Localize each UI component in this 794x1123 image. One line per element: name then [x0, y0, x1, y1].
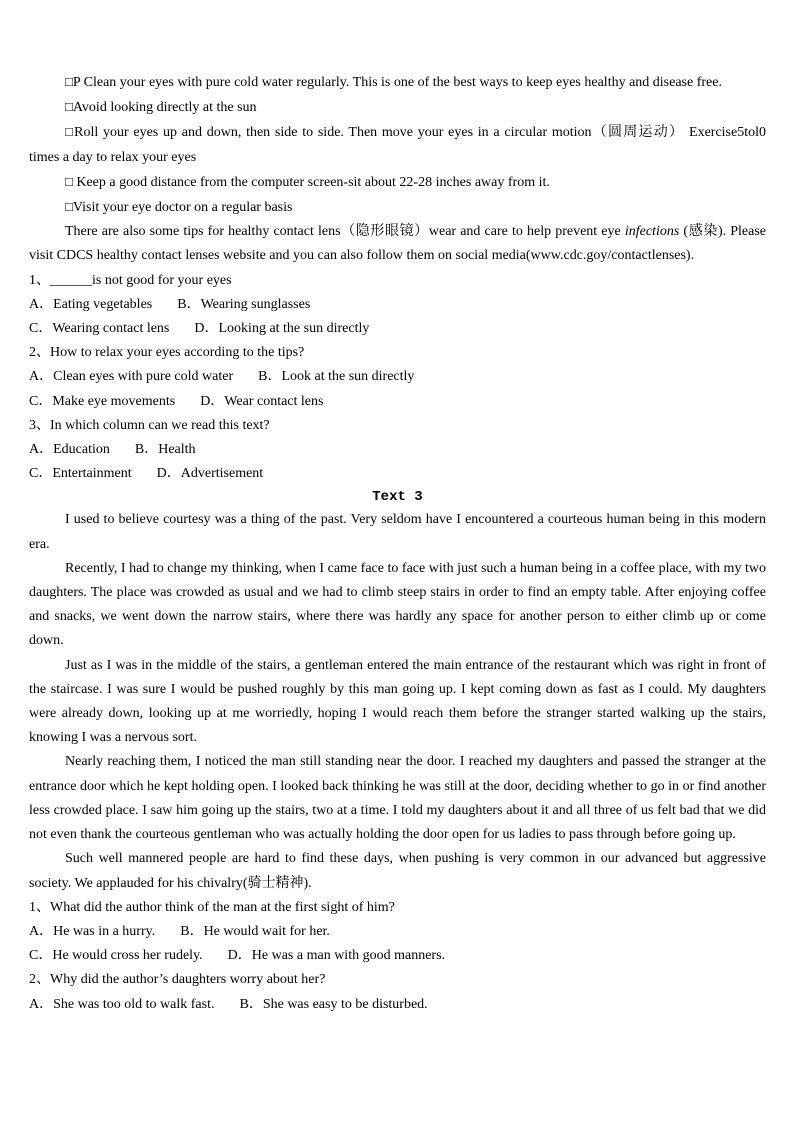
- option: B．Wearing sunglasses: [177, 296, 311, 312]
- question-number: 1、: [29, 899, 50, 915]
- eye-tip-item: [29, 170, 766, 195]
- eye-tip-text: Keep a good distance from the computer screen-sit about 22-28 inches away from it.: [72, 174, 550, 190]
- question-text: What did the author think of the man at the first sight of him?: [50, 899, 395, 915]
- text3-paragraph: Recently, I had to change my thinking, when I came face to face with just such a human being in a coffee place, with my two daughters. The place was crowded as usual and we had to climb steep stairs in order to find an empty table. After enjoying coffee and snacks, we went down the narrow stairs, where there was hardly any space for another person to either climb up or come down.: [29, 560, 766, 649]
- italic-word: infections: [624, 224, 680, 240]
- option-row: [29, 438, 766, 462]
- page-content: [29, 70, 766, 1017]
- paragraph-text: (感染). Please visit CDCS healthy contact lenses website and you can also follow them on social media(www.cdc.goy/contactlenses).: [29, 224, 766, 264]
- option: A．She was too old to walk fast.: [29, 996, 215, 1012]
- option-row: [29, 365, 766, 389]
- eye-tip-text: Roll your eyes up and down, then side to side. Then move your eyes in a circular motion（圆周运动） Exercise5tol0 times a day to relax your eyes: [29, 125, 766, 165]
- option-row: [29, 293, 766, 317]
- square-bullet-icon: □: [65, 74, 73, 89]
- question-text: ______is not good for your eyes: [50, 272, 232, 288]
- option: C．He would cross her rudely.: [29, 948, 203, 964]
- question-number: 2、: [29, 972, 50, 988]
- option: A．He was in a hurry.: [29, 923, 156, 939]
- question-text: In which column can we read this text?: [50, 417, 270, 433]
- square-bullet-icon: □: [65, 173, 73, 189]
- eye-tip-text: P Clean your eyes with pure cold water regularly. This is one of the best ways to keep eyes healthy and disease free.: [72, 75, 722, 90]
- question-number: 1、: [29, 272, 50, 288]
- eye-tip-item: [29, 70, 766, 95]
- option: A．Education: [29, 442, 110, 458]
- question-line: [29, 269, 766, 293]
- option: C．Make eye movements: [29, 393, 176, 409]
- question-line: [29, 968, 766, 992]
- option: D．Looking at the sun directly: [194, 321, 370, 337]
- question-number: 3、: [29, 417, 50, 433]
- eye-tip-item: [29, 95, 766, 120]
- eye-tip-text: Avoid looking directly at the sun: [72, 100, 257, 116]
- eye-tip-text: Visit your eye doctor on a regular basis: [72, 200, 293, 216]
- option-row: [29, 993, 766, 1017]
- option: B．Health: [134, 442, 196, 458]
- question-text: Why did the author’s daughters worry about her?: [50, 972, 326, 988]
- option: B．He would wait for her.: [180, 923, 330, 939]
- paragraph-text: There are also some tips for healthy contact lens（隐形眼镜）wear and care to help prevent eye: [65, 224, 625, 240]
- text3-paragraph: Just as I was in the middle of the stairs, a gentleman entered the main entrance of the restaurant which was right in front of the staircase. I was sure I would be pushed roughly by this man going up. I kept coming down as fast as I could. My daughters were already down, looking up at me worriedly, hoping I would reach them before the stranger started walking up the stairs, knowing I was a nervous sort.: [29, 657, 766, 746]
- question-text: How to relax your eyes according to the tips?: [50, 345, 305, 361]
- option-row: [29, 462, 766, 486]
- option-row: [29, 920, 766, 944]
- option: C．Wearing contact lens: [29, 321, 170, 337]
- option-row: [29, 390, 766, 414]
- text3-paragraph: Nearly reaching them, I noticed the man still standing near the door. I reached my daughters and passed the stranger at the entrance door which he kept holding open. I looked back thinking he was still at the door, deciding whether to go in or find another less crowded place. I saw him going up the stairs, two at a time. I told my daughters about it and all three of us felt bad that we did not even thank the courteous gentleman who was actually holding the door open for us ladies to pass through before going up.: [29, 754, 766, 843]
- option: A．Clean eyes with pure cold water: [29, 369, 234, 385]
- square-bullet-icon: □: [65, 199, 73, 215]
- option: C．Entertainment: [29, 466, 132, 482]
- text3-heading: Text 3: [372, 489, 423, 506]
- option: B．Look at the sun directly: [258, 369, 415, 385]
- square-bullet-icon: □: [65, 99, 73, 115]
- square-bullet-icon: □: [65, 124, 75, 140]
- option-row: [29, 317, 766, 341]
- question-line: [29, 341, 766, 365]
- text3-paragraph: I used to believe courtesy was a thing of the past. Very seldom have I encountered a courteous human being in this modern era.: [29, 512, 766, 552]
- option: D．He was a man with good manners.: [227, 948, 446, 964]
- eye-tip-item: [29, 120, 766, 169]
- option-row: [29, 944, 766, 968]
- option: D．Advertisement: [156, 466, 264, 482]
- contact-lens-paragraph: [29, 220, 766, 268]
- eye-tip-item: [29, 195, 766, 220]
- option: B．She was easy to be disturbed.: [239, 996, 428, 1012]
- question-line: [29, 414, 766, 438]
- question-number: 2、: [29, 345, 50, 361]
- option: A．Eating vegetables: [29, 296, 153, 312]
- option: D．Wear contact lens: [200, 393, 324, 409]
- text3-paragraph: Such well mannered people are hard to find these days, when pushing is very common in our advanced but aggressive society. We applauded for his chivalry(骑士精神).: [29, 851, 766, 891]
- question-line: [29, 896, 766, 920]
